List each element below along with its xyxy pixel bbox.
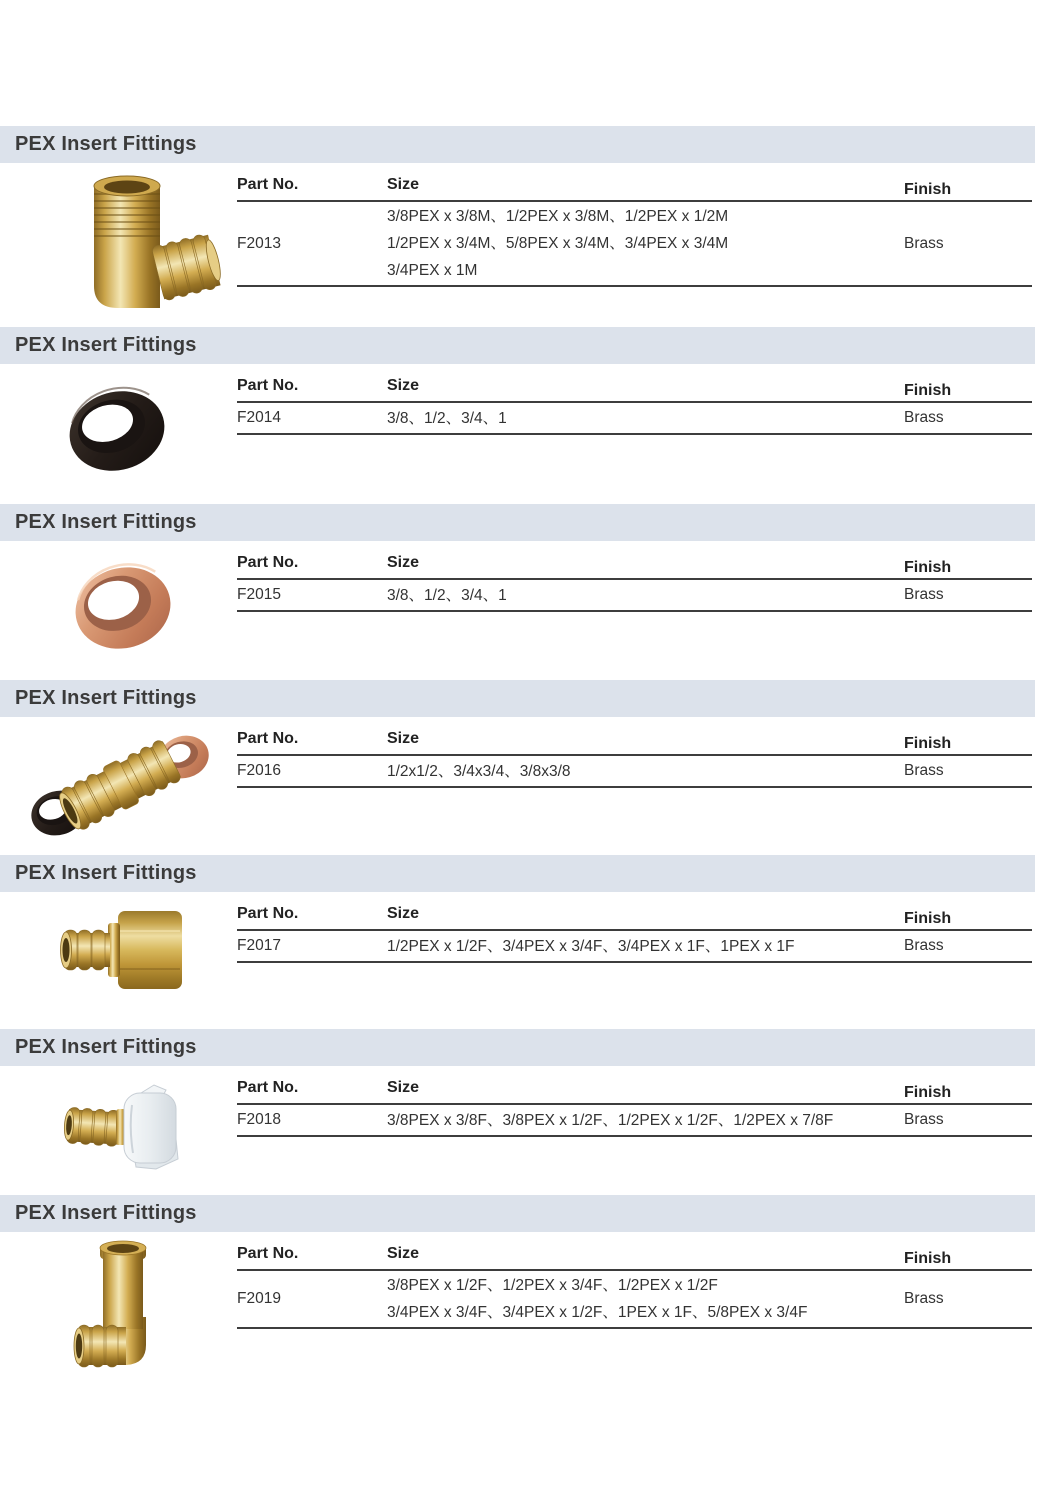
section-header-bar bbox=[0, 1195, 1035, 1232]
size-line: 3/8PEX x 3/8F、3/8PEX x 1/2F、1/2PEX x 1/2F、1/2PEX x 7/8F bbox=[387, 1111, 834, 1129]
catalog-section-f2017 bbox=[0, 855, 1040, 955]
catalog-section-f2014 bbox=[0, 327, 1040, 427]
size-line: 1/2PEX x 1/2F、3/4PEX x 3/4F、3/4PEX x 1F、1PEX x 1F bbox=[387, 937, 795, 955]
part-no-cell: F2015 bbox=[237, 586, 281, 603]
brass-female-elbow-photo bbox=[70, 1239, 174, 1369]
size-line: 3/8、1/2、3/4、1 bbox=[387, 586, 507, 604]
section-title: PEX Insert Fittings bbox=[15, 1202, 197, 1224]
column-header-finish: Finish bbox=[904, 559, 952, 576]
column-header-size: Size bbox=[387, 554, 420, 571]
finish-cell: Brass bbox=[904, 234, 944, 252]
section-header-bar bbox=[0, 126, 1035, 163]
spec-table-header-row bbox=[237, 724, 1032, 756]
spec-table bbox=[237, 899, 1032, 963]
section-title: PEX Insert Fittings bbox=[15, 1036, 197, 1058]
column-header-part-no: Part No. bbox=[237, 730, 299, 747]
size-line: 3/8PEX x 1/2F、1/2PEX x 3/4F、1/2PEX x 1/2F bbox=[387, 1277, 718, 1294]
spec-table-row bbox=[237, 756, 1032, 788]
section-header-bar bbox=[0, 504, 1035, 541]
spec-table bbox=[237, 1239, 1032, 1329]
column-header-part-no: Part No. bbox=[237, 554, 299, 571]
finish-cell: Brass bbox=[904, 409, 944, 426]
finish-cell: Brass bbox=[904, 937, 944, 954]
column-header-finish: Finish bbox=[904, 382, 952, 399]
column-header-finish: Finish bbox=[904, 181, 952, 198]
section-title: PEX Insert Fittings bbox=[15, 862, 197, 884]
size-cell bbox=[387, 582, 904, 609]
section-title: PEX Insert Fittings bbox=[15, 511, 197, 533]
part-no-cell: F2013 bbox=[237, 234, 281, 252]
spec-table-header-row bbox=[237, 371, 1032, 403]
size-line: 3/4PEX x 1M bbox=[387, 262, 478, 279]
copper-crimp-ring-photo bbox=[66, 556, 181, 661]
size-cell bbox=[387, 758, 904, 785]
part-no-cell: F2017 bbox=[237, 937, 281, 954]
column-header-size: Size bbox=[387, 905, 420, 922]
column-header-part-no: Part No. bbox=[237, 1245, 299, 1262]
finish-cell: Brass bbox=[904, 586, 944, 603]
column-header-size: Size bbox=[387, 1079, 420, 1096]
section-title: PEX Insert Fittings bbox=[15, 687, 197, 709]
part-no-cell: F2014 bbox=[237, 409, 281, 426]
catalog-section-f2016 bbox=[0, 680, 1040, 780]
spec-table-row bbox=[237, 931, 1032, 963]
spec-table bbox=[237, 170, 1032, 287]
catalog-section-f2013 bbox=[0, 126, 1040, 279]
spec-table-row bbox=[237, 1271, 1032, 1329]
spec-table-header-row bbox=[237, 170, 1032, 202]
column-header-finish: Finish bbox=[904, 910, 952, 927]
section-header-bar bbox=[0, 680, 1035, 717]
section-header-bar bbox=[0, 855, 1035, 892]
spec-table bbox=[237, 548, 1032, 612]
part-no-cell: F2018 bbox=[237, 1111, 281, 1128]
spec-table-header-row bbox=[237, 548, 1032, 580]
section-title: PEX Insert Fittings bbox=[15, 133, 197, 155]
size-cell bbox=[387, 1107, 904, 1134]
brass-coupling-with-rings-photo bbox=[28, 724, 213, 842]
finish-cell: Brass bbox=[904, 762, 944, 779]
spec-table-row bbox=[237, 580, 1032, 612]
spec-table-row bbox=[237, 202, 1032, 287]
section-header-bar bbox=[0, 327, 1035, 364]
size-cell bbox=[387, 405, 904, 432]
column-header-part-no: Part No. bbox=[237, 1079, 299, 1096]
column-header-finish: Finish bbox=[904, 1250, 952, 1267]
spec-table-header-row bbox=[237, 899, 1032, 931]
column-header-finish: Finish bbox=[904, 1084, 952, 1101]
size-line: 3/8PEX x 3/8M、1/2PEX x 3/8M、1/2PEX x 1/2M bbox=[387, 208, 729, 225]
size-line: 1/2x1/2、3/4x3/4、3/8x3/8 bbox=[387, 762, 571, 780]
spec-table bbox=[237, 371, 1032, 435]
size-line: 3/8、1/2、3/4、1 bbox=[387, 409, 507, 427]
column-header-size: Size bbox=[387, 730, 420, 747]
finish-cell: Brass bbox=[904, 1111, 944, 1128]
column-header-finish: Finish bbox=[904, 735, 952, 752]
size-line: 3/4PEX x 3/4F、3/4PEX x 1/2F、1PEX x 1F、5/8PEX x 3/4F bbox=[387, 1304, 808, 1321]
finish-cell: Brass bbox=[904, 1290, 944, 1307]
brass-female-adapter-photo bbox=[56, 905, 196, 995]
section-title: PEX Insert Fittings bbox=[15, 334, 197, 356]
size-cell bbox=[387, 1272, 904, 1326]
column-header-part-no: Part No. bbox=[237, 176, 299, 193]
size-cell bbox=[387, 203, 904, 284]
part-no-cell: F2016 bbox=[237, 762, 281, 779]
spec-table bbox=[237, 724, 1032, 788]
catalog-section-f2019 bbox=[0, 1195, 1040, 1321]
black-crimp-ring-photo bbox=[60, 381, 175, 481]
catalog-section-f2018 bbox=[0, 1029, 1040, 1129]
column-header-size: Size bbox=[387, 1245, 420, 1262]
section-header-bar bbox=[0, 1029, 1035, 1066]
spec-table-header-row bbox=[237, 1239, 1032, 1271]
column-header-size: Size bbox=[387, 176, 420, 193]
spec-table-row bbox=[237, 403, 1032, 435]
spec-table-row bbox=[237, 1105, 1032, 1137]
column-header-part-no: Part No. bbox=[237, 905, 299, 922]
column-header-size: Size bbox=[387, 377, 420, 394]
size-cell bbox=[387, 933, 904, 960]
catalog-section-f2015 bbox=[0, 504, 1040, 604]
spec-table bbox=[237, 1073, 1032, 1137]
column-header-part-no: Part No. bbox=[237, 377, 299, 394]
size-line: 1/2PEX x 3/4M、5/8PEX x 3/4M、3/4PEX x 3/4M bbox=[387, 235, 729, 252]
brass-swivel-fitting-white-nut-photo bbox=[58, 1075, 183, 1177]
brass-male-threaded-elbow-photo bbox=[48, 174, 236, 316]
spec-table-header-row bbox=[237, 1073, 1032, 1105]
part-no-cell: F2019 bbox=[237, 1290, 281, 1307]
